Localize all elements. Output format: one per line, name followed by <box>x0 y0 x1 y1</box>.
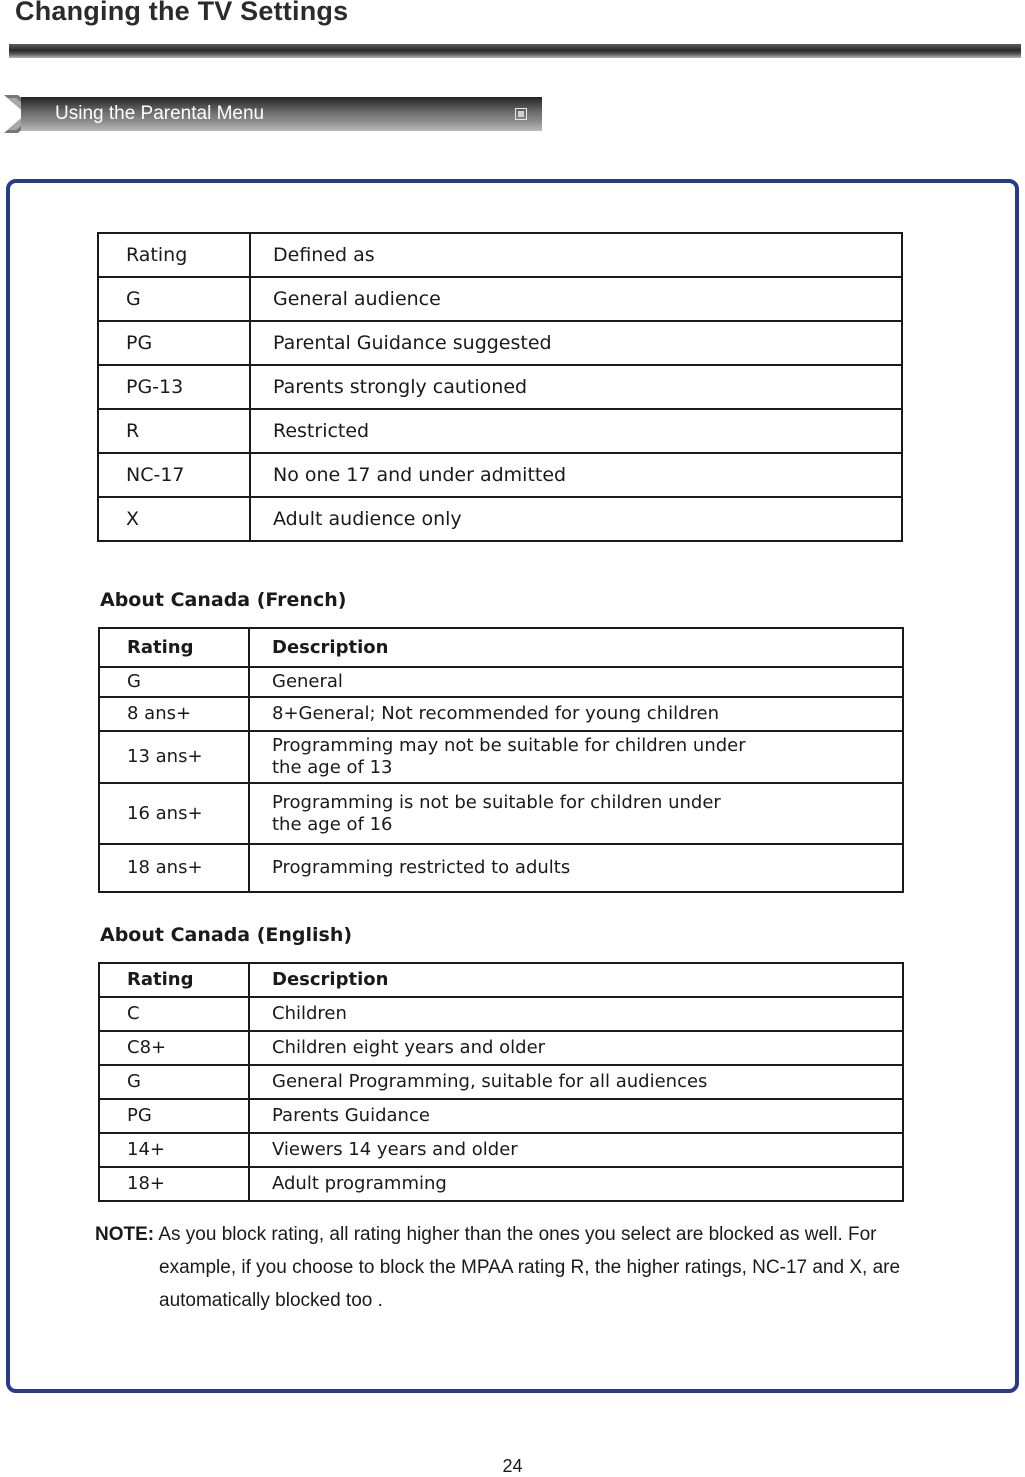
table-row <box>99 997 903 1031</box>
description-line: the age of 13 <box>272 757 393 778</box>
page-number: 24 <box>502 1456 523 1476</box>
rating-cell: G <box>98 277 250 321</box>
definition-cell: General audience <box>250 277 902 321</box>
canada-english-heading: About Canada (English) <box>100 924 353 946</box>
table-row <box>98 409 902 453</box>
definition-cell: No one 17 and under admitted <box>250 453 902 497</box>
rating-cell: C <box>99 997 249 1031</box>
rating-cell: 13 ans+ <box>99 731 249 783</box>
note-line: example, if you choose to block the MPAA rating R, the higher ratings, NC-17 and X, are <box>159 1257 901 1278</box>
table-row <box>98 277 902 321</box>
table-row <box>99 1031 903 1065</box>
table-header-row <box>99 963 903 997</box>
table-row <box>99 783 903 844</box>
rating-cell: PG <box>98 321 250 365</box>
table-row <box>98 365 902 409</box>
note-line: As you block rating, all rating higher than the ones you select are blocked as well. For <box>158 1224 877 1245</box>
table-row <box>98 453 902 497</box>
column-header-rating: Rating <box>99 963 249 997</box>
note-line: automatically blocked too . <box>159 1290 383 1311</box>
column-header-rating: Rating <box>99 628 249 667</box>
rating-cell: 18+ <box>99 1167 249 1201</box>
description-line: Programming is not be suitable for children under <box>272 791 721 813</box>
mpaa-rating-table <box>97 232 903 542</box>
table-row <box>99 844 903 892</box>
column-header-description: Description <box>249 963 903 997</box>
description-cell: Adult programming <box>249 1167 903 1201</box>
definition-cell: Parents strongly cautioned <box>250 365 902 409</box>
description-cell: Programming restricted to adults <box>249 844 903 892</box>
description-cell: General Programming, suitable for all audiences <box>249 1065 903 1099</box>
title-divider-bar <box>9 44 1021 58</box>
rating-cell: X <box>98 497 250 541</box>
description-cell: Children eight years and older <box>249 1031 903 1065</box>
canada-french-rating-table <box>98 627 904 893</box>
page-title: Changing the TV Settings <box>15 0 349 26</box>
rating-cell: NC-17 <box>98 453 250 497</box>
square-box-icon <box>515 108 527 120</box>
description-line: the age of 16 <box>272 813 393 835</box>
definition-cell: Restricted <box>250 409 902 453</box>
section-banner-label: Using the Parental Menu <box>55 103 265 124</box>
rating-cell: PG-13 <box>98 365 250 409</box>
note-paragraph <box>95 1218 955 1317</box>
description-line: Programming may not be suitable for children under <box>272 735 746 756</box>
table-row <box>99 697 903 731</box>
description-cell: General <box>249 667 903 697</box>
table-row <box>99 731 903 783</box>
rating-cell: 18 ans+ <box>99 844 249 892</box>
rating-cell: G <box>99 1065 249 1099</box>
column-header-rating: Rating <box>98 233 250 277</box>
section-banner <box>4 95 542 133</box>
table-row <box>99 1099 903 1133</box>
column-header-defined-as: Defined as <box>250 233 902 277</box>
canada-french-heading: About Canada (French) <box>100 589 347 611</box>
rating-cell: C8+ <box>99 1031 249 1065</box>
table-row <box>99 667 903 697</box>
description-cell: Parents Guidance <box>249 1099 903 1133</box>
table-row <box>98 321 902 365</box>
canada-english-rating-table <box>98 962 904 1202</box>
rating-cell: 14+ <box>99 1133 249 1167</box>
rating-cell: G <box>99 667 249 697</box>
rating-cell: 16 ans+ <box>99 783 249 844</box>
rating-cell: R <box>98 409 250 453</box>
note-label: NOTE: <box>95 1224 155 1245</box>
description-cell: 8+General; Not recommended for young children <box>249 697 903 731</box>
table-row <box>98 497 902 541</box>
rating-cell: PG <box>99 1099 249 1133</box>
description-cell: Children <box>249 997 903 1031</box>
definition-cell: Parental Guidance suggested <box>250 321 902 365</box>
table-header-row <box>98 233 902 277</box>
description-cell <box>249 731 903 783</box>
description-cell <box>249 783 903 844</box>
table-header-row <box>99 628 903 667</box>
table-row <box>99 1133 903 1167</box>
column-header-description: Description <box>249 628 903 667</box>
table-row <box>99 1167 903 1201</box>
rating-cell: 8 ans+ <box>99 697 249 731</box>
table-row <box>99 1065 903 1099</box>
definition-cell: Adult audience only <box>250 497 902 541</box>
description-cell: Viewers 14 years and older <box>249 1133 903 1167</box>
